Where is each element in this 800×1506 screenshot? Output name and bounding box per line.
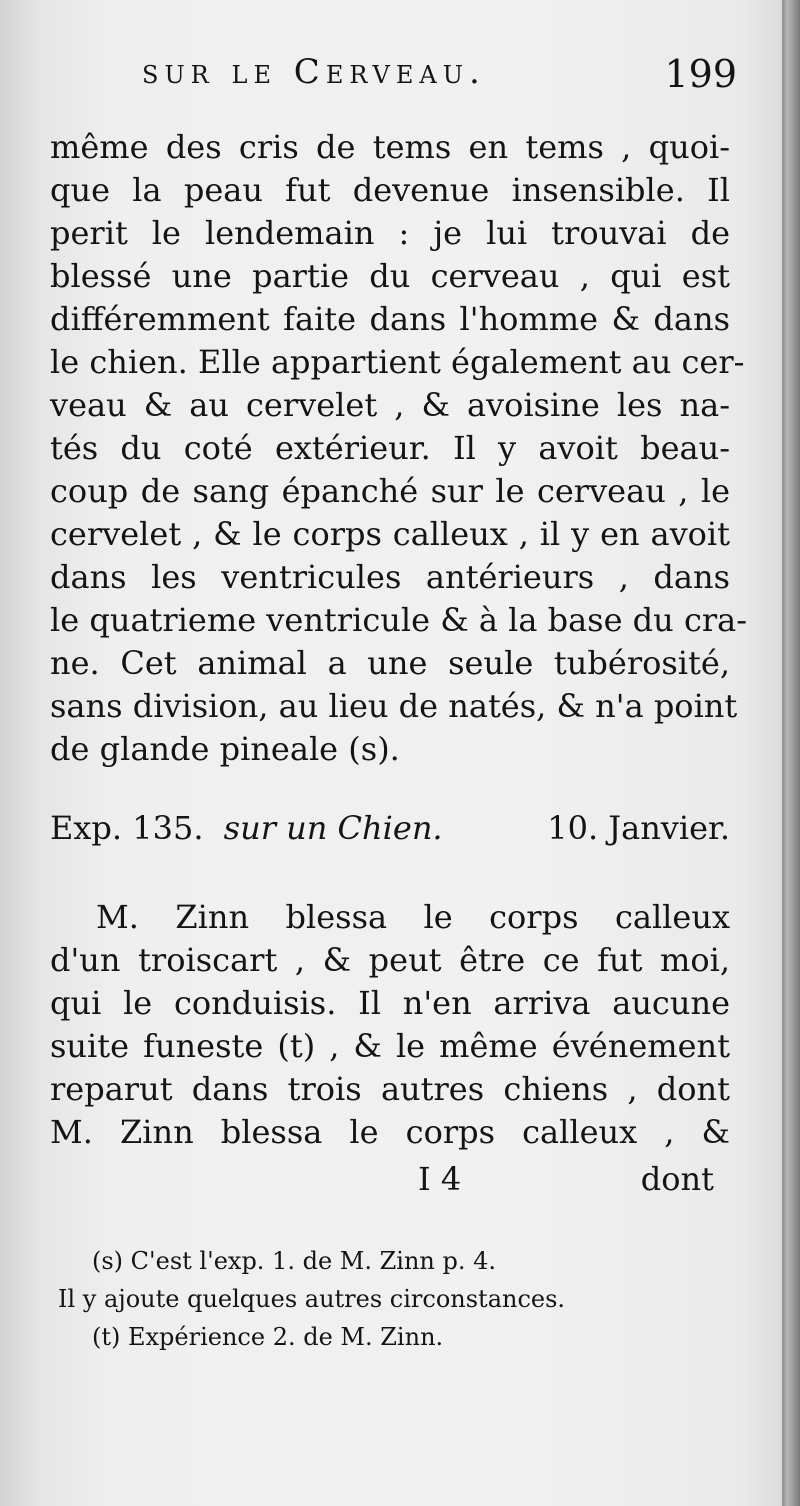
paragraph-1 xyxy=(50,126,748,771)
running-head: sur le Cerveau. xyxy=(142,52,486,92)
paragraph-2 xyxy=(50,896,730,1154)
catchword: dont xyxy=(640,1160,714,1198)
text-line: que la peau fut devenue insensible. Il xyxy=(50,171,730,209)
text-line: blessé une partie du cerveau , qui est xyxy=(50,257,730,295)
text-line: dans les ventricules antérieurs , dans xyxy=(50,558,730,596)
text-line: qui le conduisis. Il n'en arriva aucune xyxy=(50,984,730,1022)
text-line: reparut dans trois autres chiens , dont xyxy=(50,1070,730,1108)
footnote-line: (t) Expérience 2. de M. Zinn. xyxy=(92,1323,444,1351)
experiment-title: sur un Chien. xyxy=(223,809,443,847)
text-line: cervelet , & le corps calleux , il y en avoit xyxy=(50,515,730,553)
text-line: M. Zinn blessa le corps calleux xyxy=(96,898,730,936)
footnotes xyxy=(58,1242,738,1356)
signature-mark: I 4 xyxy=(418,1160,462,1198)
experiment-heading xyxy=(50,806,730,850)
page-header xyxy=(142,52,737,102)
text-line: ne. Cet animal a une seule tubérosité, xyxy=(50,644,730,682)
text-line: d'un troiscart , & peut être ce fut moi, xyxy=(50,941,730,979)
text-line: sans division, au lieu de natés, & n'a point xyxy=(50,687,738,725)
text-line: de glande pineale (s). xyxy=(50,730,400,768)
text-line: tés du coté extérieur. Il y avoit beau- xyxy=(50,429,730,467)
footnote-line: Il y ajoute quelques autres circonstances. xyxy=(58,1285,566,1313)
text-line: perit le lendemain : je lui trouvai de xyxy=(50,214,730,252)
text-line: différemment faite dans l'homme & dans xyxy=(50,300,730,338)
text-line: suite funeste (t) , & le même événement xyxy=(50,1027,730,1065)
text-line: même des cris de tems en tems , quoi- xyxy=(50,128,730,166)
page-number: 199 xyxy=(664,52,737,96)
experiment-label: Exp. 135. xyxy=(50,809,204,847)
page-edge-shadow xyxy=(782,0,800,1506)
text-line: coup de sang épanché sur le cerveau , le xyxy=(50,472,730,510)
text-line: M. Zinn blessa le corps calleux , & xyxy=(50,1113,730,1151)
footnote-line: (s) C'est l'exp. 1. de M. Zinn p. 4. xyxy=(92,1247,497,1275)
text-line: le quatrieme ventricule & à la base du cra- xyxy=(50,601,748,639)
text-line: le chien. Elle appartient également au cer- xyxy=(50,343,745,381)
text-line: veau & au cervelet , & avoisine les na- xyxy=(50,386,730,424)
experiment-date: 10. Janvier. xyxy=(547,809,730,847)
